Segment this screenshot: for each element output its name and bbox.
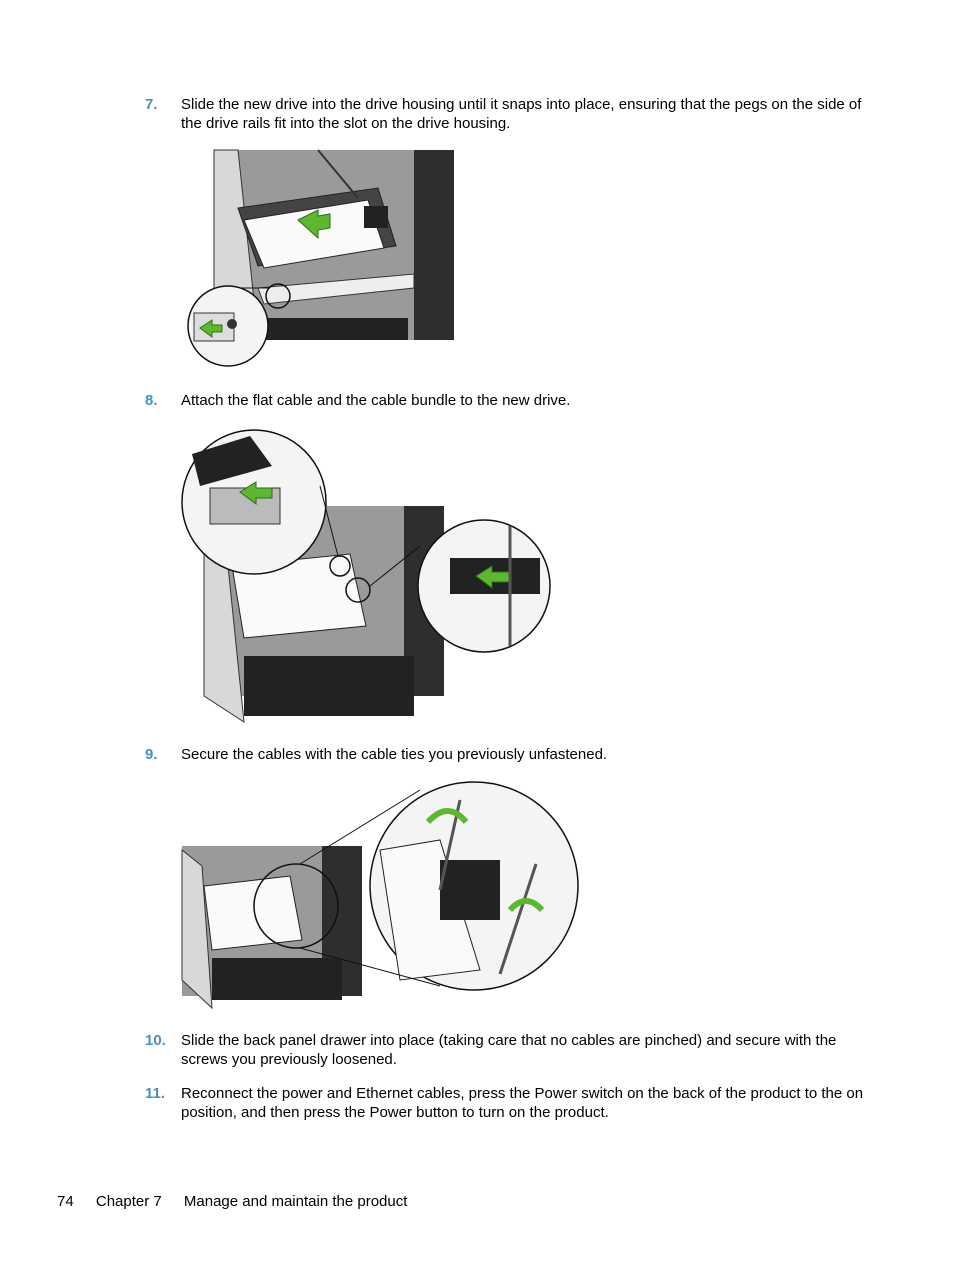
page-footer	[57, 1192, 425, 1211]
step-number: 7.	[145, 96, 158, 113]
cable-ties-illustration	[180, 780, 582, 1012]
page-number: 74	[57, 1193, 74, 1210]
chapter-label: Chapter 7	[95, 1193, 162, 1210]
step-number: 9.	[145, 746, 158, 763]
step-text: Attach the flat cable and the cable bundle to the new drive.	[181, 392, 571, 409]
step-number: 8.	[145, 392, 158, 409]
step-text: Slide the new drive into the drive housing until it snaps into place, ensuring that the pegs on the side of the drive rails fit into the slot on the drive housing.	[181, 96, 862, 132]
step-text: Secure the cables with the cable ties you previously unfastened.	[181, 746, 608, 763]
step-number: 10.	[145, 1032, 166, 1049]
step-text: Slide the back panel drawer into place (taking care that no cables are pinched) and secure with the screws you previously loosened.	[181, 1032, 837, 1068]
step-number: 11.	[145, 1085, 166, 1102]
drive-insertion-illustration	[178, 148, 458, 370]
cable-attachment-illustration	[180, 426, 555, 726]
chapter-title: Manage and maintain the product	[183, 1193, 408, 1210]
step-text: Reconnect the power and Ethernet cables, press the Power switch on the back of the product to the on position, and then press the Power button to turn on the product.	[181, 1085, 864, 1121]
